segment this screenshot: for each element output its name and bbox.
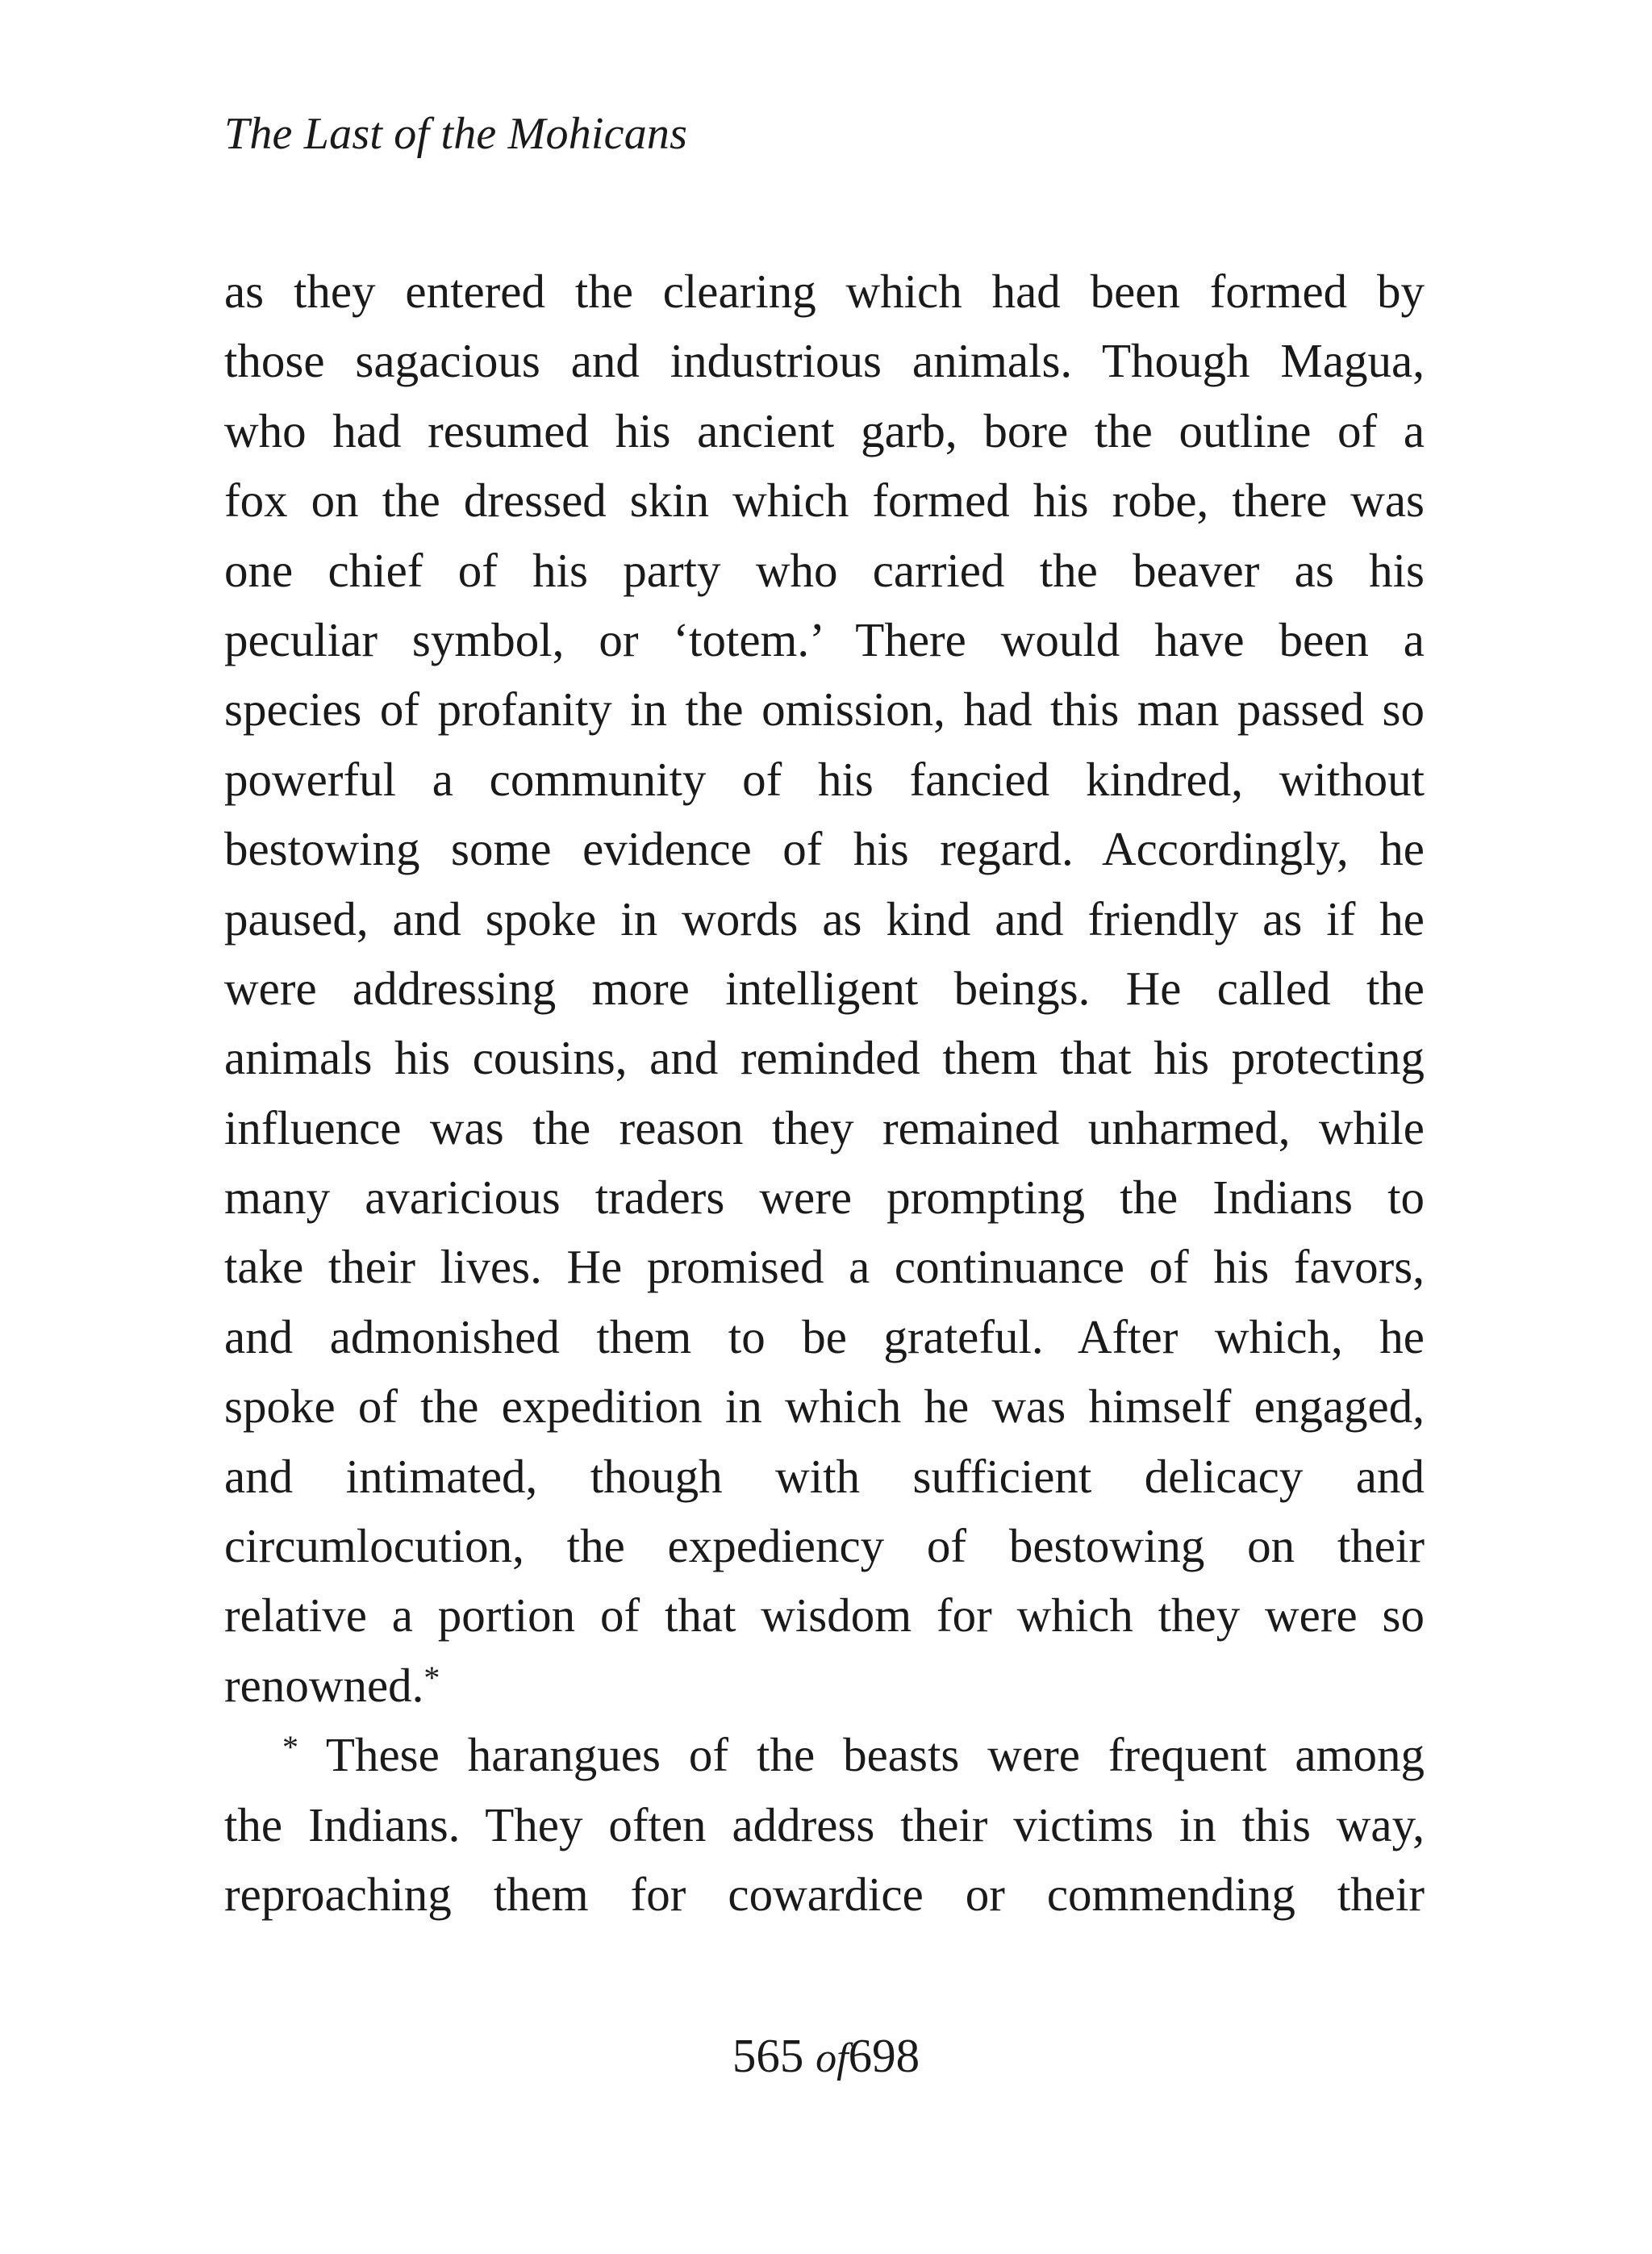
text-line: spoke of the expedition in which he was himself engaged, [224,1380,1425,1434]
text-line: as they entered the clearing which had been formed by [224,265,1425,318]
page-number [0,2023,1652,2091]
text-line: peculiar symbol, or ‘totem.’ There would have been a [224,612,1425,666]
footnote-text: These harangues of the beasts were frequent among [325,1728,1425,1782]
footnote-line: the Indians. They often address their victims in this way, [224,1797,1425,1851]
page-of: of [816,2035,849,2081]
text-line: who had resumed his ancient garb, bore the outline of a [224,403,1425,457]
text-line: many avaricious traders were prompting the Indians to [224,1171,1425,1225]
text-line: one chief of his party who carried the beaver as his [224,543,1425,597]
text-line: bestowing some evidence of his regard. Accordingly, he [224,822,1425,876]
footnote-reference-marker: * [423,1659,440,1696]
text-line: and intimated, though with sufficient delicacy and [224,1449,1425,1503]
text-line: influence was the reason they remained unharmed, while [224,1100,1425,1154]
last-line-text: renowned. [224,1658,424,1712]
text-line: and admonished them to be grateful. After which, he [224,1309,1425,1363]
text-line: take their lives. He promised a continuance of his favors, [224,1240,1425,1294]
text-line: paused, and spoke in words as kind and friendly as if he [224,891,1425,945]
text-line: fox on the dressed skin which formed his robe, there was [224,474,1425,528]
body-text [224,257,1425,1929]
text-line-last [224,1651,1425,1720]
text-line: animals his cousins, and reminded them that his protecting [224,1031,1425,1085]
page-total: 698 [848,2029,920,2082]
footnote-line: reproaching them for cowardice or commending their [224,1867,1425,1921]
footnote-line [224,1720,1425,1789]
page-current: 565 [732,2029,804,2082]
text-line: species of profanity in the omission, had this man passed so [224,682,1425,737]
running-header: The Last of the Mohicans [224,109,688,159]
text-line: were addressing more intelligent beings. He called the [224,961,1425,1015]
text-line: powerful a community of his fancied kindred, without [224,752,1425,806]
footnote-marker: * [282,1729,298,1766]
text-line: those sagacious and industrious animals. Though Magua, [224,334,1425,388]
text-line: circumlocution, the expediency of bestowing on their [224,1519,1425,1573]
text-line: relative a portion of that wisdom for which they were so [224,1588,1425,1642]
